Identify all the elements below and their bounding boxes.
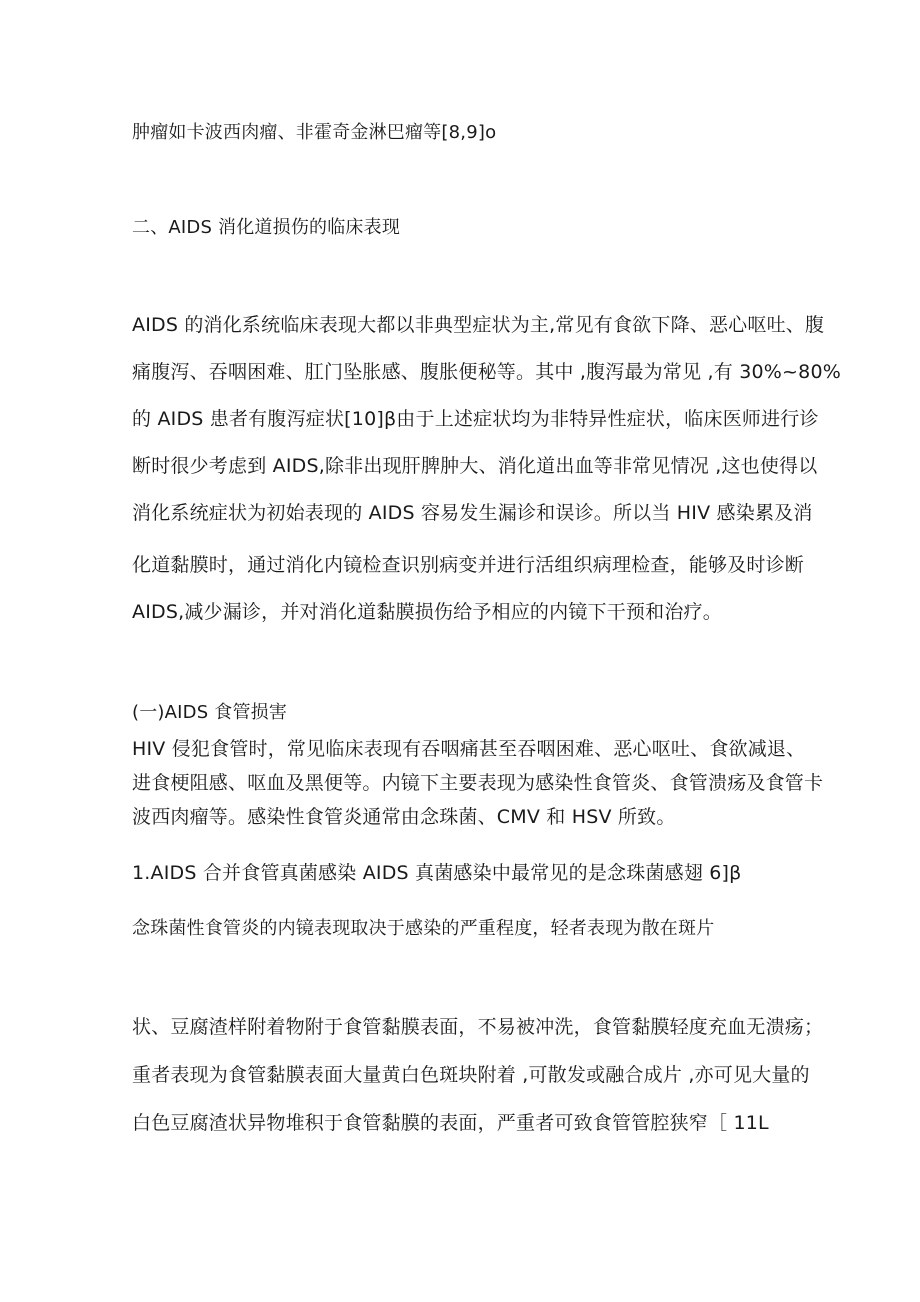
paragraph-line: 消化系统症状为初始表现的 AIDS 容易发生漏诊和误诊。所以当 HIV 感染累及消 [132,502,813,524]
paragraph-line: 波西肉瘤等。感染性食管炎通常由念珠菌、CMV 和 HSV 所致。 [132,806,676,828]
paragraph-line: HIV 侵犯食管时，常见临床表现有吞咽痛甚至吞咽困难、恶心呕吐、食欲减退、 [132,738,806,760]
paragraph-line-tumors: 肿瘤如卡波西肉瘤、非霍奇金淋巴瘤等[8,9]o [132,122,497,143]
subsection-heading-esophagus: (一)AIDS 食管损害 [132,702,288,723]
paragraph-line: 化道黏膜时，通过消化内镜检查识别病变并进行活组织病理检查，能够及时诊断 [132,554,805,576]
paragraph-line: AIDS 的消化系统临床表现大都以非典型症状为主,常见有食欲下降、恶心呕吐、腹 [132,314,825,336]
paragraph-line: 重者表现为食管黏膜表面大量黄白色斑块附着 ,可散发或融合成片 ,亦可见大量的 [132,1064,810,1086]
paragraph-line: 状、豆腐渣样附着物附于食管黏膜表面，不易被冲洗，食管黏膜轻度充血无溃疡； [132,1016,824,1038]
paragraph-line: 痛腹泻、吞咽困难、肛门坠胀感、腹胀便秘等。其中 ,腹泻最为常见 ,有 30%~80% [132,361,841,383]
paragraph-line: 进食梗阻感、呕血及黑便等。内镜下主要表现为感染性食管炎、食管溃疡及食管卡 [132,772,824,794]
paragraph-line-fungal: 1.AIDS 合并食管真菌感染 AIDS 真菌感染中最常见的是念珠菌感翅 6]β [132,862,742,884]
paragraph-line: 断时很少考虑到 AIDS,除非出现肝脾肿大、消化道出血等非常见情况 ,这也使得以 [132,455,818,477]
paragraph-line: 的 AIDS 患者有腹泻症状[10]β由于上述症状均为非特异性症状，临床医师进行诊 [132,408,819,430]
paragraph-line: 白色豆腐渣状异物堆积于食管黏膜的表面，严重者可致食管管腔狭窄［ 11L [132,1112,769,1134]
paragraph-line: AIDS,减少漏诊，并对消化道黏膜损伤给予相应的内镜下干预和治疗。 [132,601,722,623]
paragraph-line: 念珠菌性食管炎的内镜表现取决于感染的严重程度，轻者表现为散在斑片 [132,918,715,939]
section-heading-clinical: 二、AIDS 消化道损伤的临床表现 [132,217,401,238]
